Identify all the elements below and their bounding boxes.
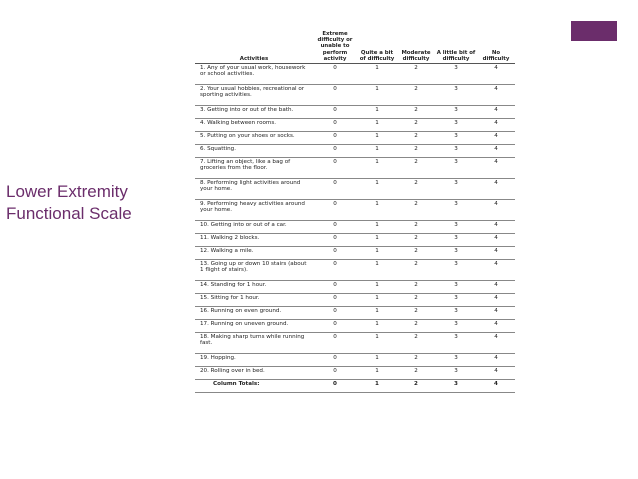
score-cell[interactable]: 4 [477, 281, 515, 294]
score-cell[interactable]: 0 [313, 106, 357, 119]
slide-title-line-1: Lower Extremity [6, 182, 128, 201]
score-cell[interactable]: 2 [397, 294, 435, 307]
score-cell[interactable]: 1 [357, 200, 397, 221]
score-cell[interactable]: 2 [397, 354, 435, 367]
score-cell[interactable]: 4 [477, 145, 515, 158]
score-cell[interactable]: 2 [397, 281, 435, 294]
score-cell[interactable]: 0 [313, 234, 357, 247]
column-total-cell: 4 [477, 380, 515, 393]
activity-cell: 6. Squatting. [195, 145, 313, 158]
header-activities: Activities [195, 12, 313, 64]
activity-cell: 14. Standing for 1 hour. [195, 281, 313, 294]
score-cell[interactable]: 0 [313, 119, 357, 132]
score-cell[interactable]: 0 [313, 294, 357, 307]
slide-title-line-2: Functional Scale [6, 204, 132, 223]
table-row [195, 281, 515, 294]
score-cell[interactable]: 2 [397, 333, 435, 354]
score-cell[interactable]: 4 [477, 260, 515, 281]
score-cell[interactable]: 3 [435, 333, 477, 354]
lefs-form [195, 12, 515, 470]
table-row [195, 85, 515, 106]
score-cell[interactable]: 4 [477, 354, 515, 367]
score-cell[interactable]: 2 [397, 367, 435, 380]
activity-cell: 11. Walking 2 blocks. [195, 234, 313, 247]
score-cell[interactable]: 2 [397, 234, 435, 247]
table-row [195, 106, 515, 119]
table-row [195, 221, 515, 234]
score-cell[interactable]: 2 [397, 221, 435, 234]
score-cell[interactable]: 2 [397, 85, 435, 106]
table-row [195, 145, 515, 158]
table-row [195, 354, 515, 367]
score-cell[interactable]: 0 [313, 367, 357, 380]
score-cell[interactable]: 0 [313, 354, 357, 367]
score-cell[interactable]: 3 [435, 106, 477, 119]
score-cell[interactable]: 1 [357, 234, 397, 247]
score-cell[interactable]: 1 [357, 333, 397, 354]
score-cell[interactable]: 3 [435, 158, 477, 179]
score-cell[interactable]: 4 [477, 85, 515, 106]
header-quite-a-bit: Quite a bit of difficulty [357, 12, 397, 64]
score-cell[interactable]: 2 [397, 179, 435, 200]
activity-cell: 18. Making sharp turns while running fast. [195, 333, 313, 354]
header-moderate: Moderate difficulty [397, 12, 435, 64]
activity-cell: 15. Sitting for 1 hour. [195, 294, 313, 307]
score-cell[interactable]: 3 [435, 64, 477, 85]
table-row [195, 64, 515, 85]
score-cell[interactable]: 1 [357, 85, 397, 106]
score-cell[interactable]: 4 [477, 158, 515, 179]
score-cell[interactable]: 0 [313, 333, 357, 354]
score-cell[interactable]: 1 [357, 354, 397, 367]
score-cell[interactable]: 1 [357, 64, 397, 85]
activity-cell: 2. Your usual hobbies, recreational or sporting activities. [195, 85, 313, 106]
column-totals-row [195, 380, 515, 393]
column-total-cell: 3 [435, 380, 477, 393]
header-a-little-bit: A little bit of difficulty [435, 12, 477, 64]
activity-cell: 20. Rolling over in bed. [195, 367, 313, 380]
score-cell[interactable]: 0 [313, 158, 357, 179]
score-cell[interactable]: 3 [435, 179, 477, 200]
table-row [195, 132, 515, 145]
activity-cell: 10. Getting into or out of a car. [195, 221, 313, 234]
activity-cell: 9. Performing heavy activities around your home. [195, 200, 313, 221]
score-cell[interactable]: 2 [397, 64, 435, 85]
score-cell[interactable]: 4 [477, 119, 515, 132]
score-cell[interactable]: 1 [357, 294, 397, 307]
score-cell[interactable]: 1 [357, 367, 397, 380]
activity-cell: 7. Lifting an object, like a bag of groceries from the floor. [195, 158, 313, 179]
table-row [195, 367, 515, 380]
table-row [195, 179, 515, 200]
table-row [195, 260, 515, 281]
score-cell[interactable]: 3 [435, 247, 477, 260]
score-cell[interactable]: 0 [313, 179, 357, 200]
score-cell[interactable]: 0 [313, 200, 357, 221]
score-cell[interactable]: 4 [477, 333, 515, 354]
score-cell[interactable]: 2 [397, 158, 435, 179]
score-cell[interactable]: 3 [435, 234, 477, 247]
slide-title [6, 181, 176, 225]
table-row [195, 307, 515, 320]
score-cell[interactable]: 2 [397, 145, 435, 158]
score-cell[interactable]: 4 [477, 132, 515, 145]
score-cell[interactable]: 1 [357, 132, 397, 145]
score-cell[interactable]: 4 [477, 367, 515, 380]
table-row [195, 247, 515, 260]
score-cell[interactable]: 2 [397, 106, 435, 119]
score-cell[interactable]: 4 [477, 64, 515, 85]
column-total-cell: 2 [397, 380, 435, 393]
score-cell[interactable]: 2 [397, 200, 435, 221]
table-header-row [195, 12, 515, 64]
score-cell[interactable]: 3 [435, 354, 477, 367]
table-row [195, 294, 515, 307]
score-cell[interactable]: 1 [357, 179, 397, 200]
score-cell[interactable]: 2 [397, 247, 435, 260]
score-cell[interactable]: 3 [435, 307, 477, 320]
table-body [195, 64, 515, 393]
activity-cell: 3. Getting into or out of the bath. [195, 106, 313, 119]
score-cell[interactable]: 4 [477, 221, 515, 234]
score-cell[interactable]: 3 [435, 320, 477, 333]
score-cell[interactable]: 4 [477, 106, 515, 119]
table-row [195, 119, 515, 132]
score-cell[interactable]: 2 [397, 260, 435, 281]
score-cell[interactable]: 3 [435, 119, 477, 132]
activity-cell: 12. Walking a mile. [195, 247, 313, 260]
score-cell[interactable]: 0 [313, 320, 357, 333]
score-cell[interactable]: 1 [357, 320, 397, 333]
score-cell[interactable]: 0 [313, 307, 357, 320]
score-cell[interactable]: 1 [357, 307, 397, 320]
score-cell[interactable]: 1 [357, 106, 397, 119]
score-cell[interactable]: 1 [357, 281, 397, 294]
score-cell[interactable]: 0 [313, 85, 357, 106]
activity-cell: 13. Going up or down 10 stairs (about 1 flight of stairs). [195, 260, 313, 281]
column-total-cell: 1 [357, 380, 397, 393]
header-no-difficulty: No difficulty [477, 12, 515, 64]
score-cell[interactable]: 3 [435, 145, 477, 158]
score-cell[interactable]: 2 [397, 119, 435, 132]
score-cell[interactable]: 1 [357, 145, 397, 158]
score-cell[interactable]: 3 [435, 132, 477, 145]
score-cell[interactable]: 3 [435, 281, 477, 294]
accent-box [571, 21, 617, 41]
activity-cell: 19. Hopping. [195, 354, 313, 367]
score-cell[interactable]: 4 [477, 179, 515, 200]
score-cell[interactable]: 1 [357, 221, 397, 234]
activity-cell: 1. Any of your usual work, housework or school activities. [195, 64, 313, 85]
score-cell[interactable]: 3 [435, 294, 477, 307]
table-row [195, 333, 515, 354]
score-cell[interactable]: 0 [313, 221, 357, 234]
table-row [195, 320, 515, 333]
header-extreme-difficulty: Extreme difficulty or unable to perform activity [313, 12, 357, 64]
score-cell[interactable]: 0 [313, 260, 357, 281]
score-cell[interactable]: 4 [477, 234, 515, 247]
score-cell[interactable]: 3 [435, 85, 477, 106]
score-cell[interactable]: 2 [397, 132, 435, 145]
column-totals-label: Column Totals: [195, 380, 313, 393]
score-cell[interactable]: 1 [357, 260, 397, 281]
score-cell[interactable]: 0 [313, 132, 357, 145]
table-row [195, 234, 515, 247]
table-row [195, 158, 515, 179]
activity-cell: 4. Walking between rooms. [195, 119, 313, 132]
activity-cell: 17. Running on uneven ground. [195, 320, 313, 333]
lefs-table [195, 12, 515, 393]
score-cell[interactable]: 4 [477, 247, 515, 260]
score-cell[interactable]: 4 [477, 320, 515, 333]
score-cell[interactable]: 3 [435, 260, 477, 281]
score-cell[interactable]: 2 [397, 320, 435, 333]
score-cell[interactable]: 2 [397, 307, 435, 320]
score-cell[interactable]: 0 [313, 145, 357, 158]
activity-cell: 8. Performing light activities around your home. [195, 179, 313, 200]
activity-cell: 16. Running on even ground. [195, 307, 313, 320]
score-cell[interactable]: 0 [313, 64, 357, 85]
score-cell[interactable]: 0 [313, 281, 357, 294]
score-cell[interactable]: 1 [357, 247, 397, 260]
table-row [195, 200, 515, 221]
score-cell[interactable]: 3 [435, 221, 477, 234]
score-cell[interactable]: 4 [477, 307, 515, 320]
score-cell[interactable]: 1 [357, 158, 397, 179]
score-cell[interactable]: 3 [435, 367, 477, 380]
score-cell[interactable]: 4 [477, 294, 515, 307]
column-total-cell: 0 [313, 380, 357, 393]
activity-cell: 5. Putting on your shoes or socks. [195, 132, 313, 145]
score-cell[interactable]: 4 [477, 200, 515, 221]
score-cell[interactable]: 3 [435, 200, 477, 221]
score-cell[interactable]: 1 [357, 119, 397, 132]
score-cell[interactable]: 0 [313, 247, 357, 260]
